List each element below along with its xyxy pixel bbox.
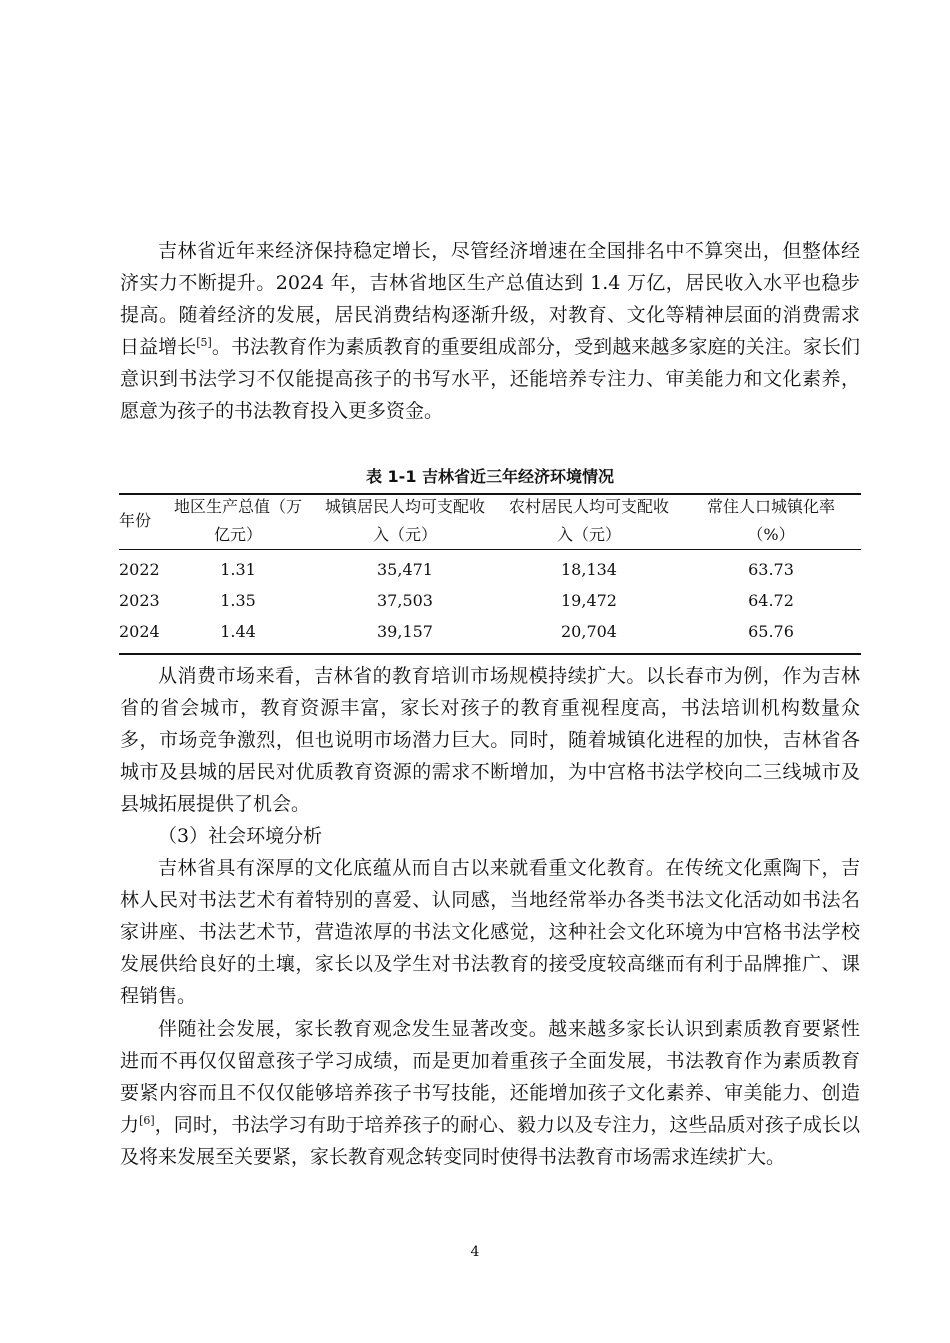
table-bottom-rule bbox=[119, 653, 861, 655]
cell-urbanization-rate: 64.72 bbox=[748, 591, 794, 610]
citation-ref: [5] bbox=[196, 336, 212, 349]
header-urbanization-rate: 常住人口城镇化率 （%） bbox=[681, 493, 861, 550]
cell-gdp: 1.44 bbox=[220, 622, 256, 641]
cell-year: 2024 bbox=[119, 622, 160, 641]
table-row bbox=[119, 616, 861, 647]
table-row bbox=[119, 585, 861, 616]
citation-ref: [6] bbox=[139, 1114, 155, 1127]
cell-gdp: 1.31 bbox=[220, 560, 256, 579]
cell-rural-income: 20,704 bbox=[561, 622, 617, 641]
cell-urbanization-rate: 63.73 bbox=[748, 560, 794, 579]
cell-year: 2023 bbox=[119, 591, 160, 610]
cell-year: 2022 bbox=[119, 560, 160, 579]
cell-urbanization-rate: 65.76 bbox=[748, 622, 794, 641]
economy-table bbox=[119, 493, 861, 647]
cell-rural-income: 18,134 bbox=[561, 560, 617, 579]
paragraph-text: 吉林省近年来经济保持稳定增长，尽管经济增速在全国排名中不算突出，但整体经济实力不断提升。2024 年，吉林省地区生产总值达到 1.4 万亿，居民收入水平也稳步提高。随着经济的发展，居民消费结构逐渐升级，对教育、文化等精神层面的消费需求日益增长 bbox=[120, 240, 860, 358]
table-header-row bbox=[119, 493, 861, 550]
paragraph-social: 吉林省具有深厚的文化底蕴从而自古以来就看重文化教育。在传统文化熏陶下，吉林人民对书法艺术有着特别的喜爱、认同感，当地经常举办各类书法文化活动如书法名家讲座、书法艺术节，营造浓厚的书法文化感觉，这种社会文化环境为中宫格书法学校发展供给良好的土壤，家长以及学生对书法教育的接受度较高继而有利于品牌推广、课程销售。 bbox=[120, 857, 860, 1007]
cell-urban-income: 39,157 bbox=[377, 622, 433, 641]
paragraph-economy bbox=[120, 235, 860, 427]
paragraph-market: 从消费市场来看，吉林省的教育培训市场规模持续扩大。以长春市为例，作为吉林省的省会城市，教育资源丰富，家长对孩子的教育重视程度高，书法培训机构数量众多，市场竞争激烈，但也说明市场潜力巨大。同时，随着城镇化进程的加快，吉林省各城市及县城的居民对优质教育资源的需求不断增加，为中宫格书法学校向二三线城市及县城拓展提供了机会。 bbox=[120, 665, 860, 815]
paragraph-text: 伴随社会发展，家长教育观念发生显著改变。越来越多家长认识到素质教育要紧性进而不再仅仅留意孩子学习成绩，而是更加着重孩子全面发展，书法教育作为素质教育要紧内容而且不仅仅能够培养孩子书写技能，还能增加孩子文化素养、审美能力、创造力 bbox=[120, 1018, 860, 1136]
section-subheading: （3）社会环境分析 bbox=[158, 825, 323, 847]
cell-gdp: 1.35 bbox=[220, 591, 256, 610]
cell-rural-income: 19,472 bbox=[561, 591, 617, 610]
header-urban-income: 城镇居民人均可支配收 入（元） bbox=[313, 493, 497, 550]
header-year: 年份 bbox=[119, 493, 163, 550]
paragraph-education-concept bbox=[120, 1013, 860, 1173]
cell-urban-income: 35,471 bbox=[377, 560, 433, 579]
paragraph-text: ，同时，书法学习有助于培养孩子的耐心、毅力以及专注力，这些品质对孩子成长以及将来发展至关要紧，家长教育观念转变同时使得书法教育市场需求连续扩大。 bbox=[120, 1114, 860, 1168]
table-caption: 表 1-1 吉林省近三年经济环境情况 bbox=[365, 467, 615, 486]
cell-urban-income: 37,503 bbox=[377, 591, 433, 610]
table-row bbox=[119, 550, 861, 586]
header-gdp: 地区生产总值（万 亿元） bbox=[163, 493, 313, 550]
header-rural-income: 农村居民人均可支配收 入（元） bbox=[497, 493, 681, 550]
paragraph-text: 。书法教育作为素质教育的重要组成部分，受到越来越多家庭的关注。家长们意识到书法学习不仅能提高孩子的书写水平，还能培养专注力、审美能力和文化素养，愿意为孩子的书法教育投入更多资金。 bbox=[120, 336, 860, 422]
page-number: 4 bbox=[470, 1244, 480, 1260]
